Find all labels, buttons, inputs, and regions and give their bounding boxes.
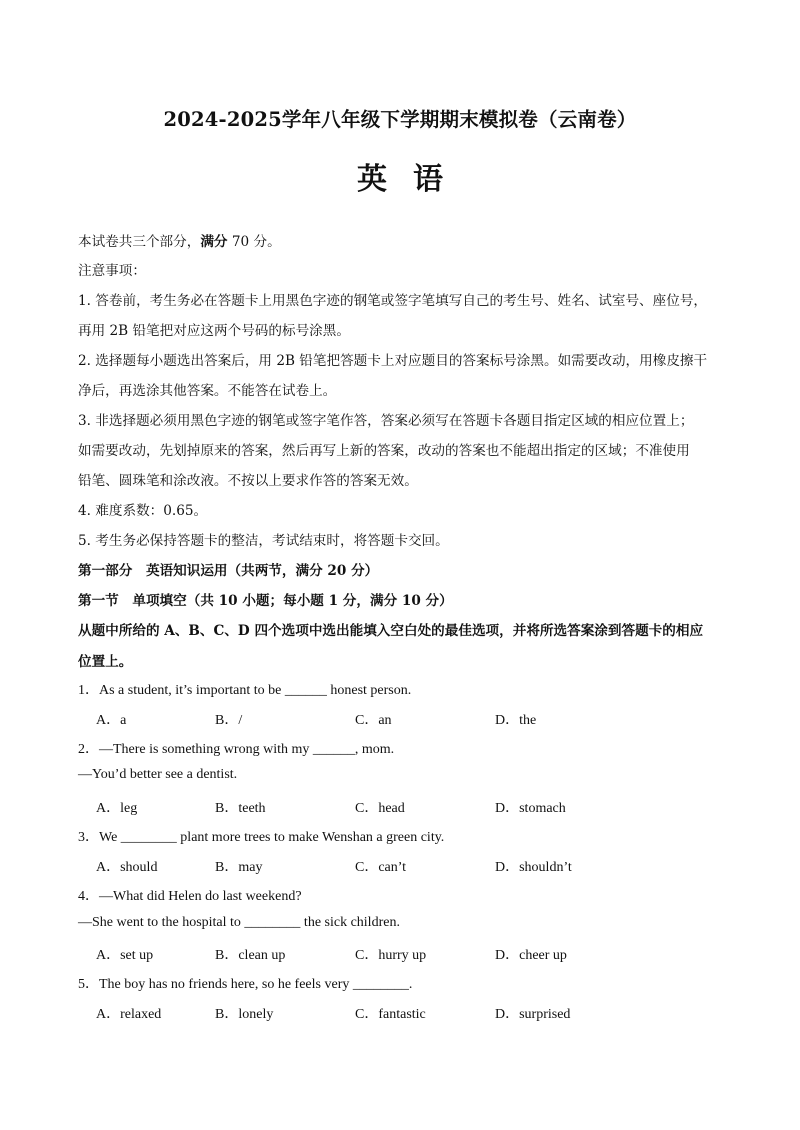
notice-line: 2. 选择题每小题选出答案后，用 2B 铅笔把答题卡上对应题目的答案标号涂黑。如需要改动，用橡皮擦干 (78, 353, 708, 369)
option-c: C．hurry up (355, 948, 427, 963)
option-a: A．should (96, 860, 158, 875)
exam-title: 2024-2025学年八年级下学期期末模拟卷（云南卷） (163, 108, 637, 131)
paper-info-text: 本试卷共三个部分， (78, 234, 201, 250)
option-b: B．/ (215, 713, 243, 728)
notice-line: 3. 非选择题必须用黑色字迹的钢笔或签字笔作答，答案必须写在答题卡各题目指定区域的相应位置上； (78, 413, 694, 429)
question-stem: 2．—There is something wrong with my ______, mom. (78, 742, 395, 757)
option-a: A．relaxed (96, 1007, 162, 1022)
notice-line: 铅笔、圆珠笔和涂改液。不按以上要求作答的答案无效。 (78, 473, 418, 489)
option-d: D．shouldn’t (495, 860, 572, 875)
option-c: C．fantastic (355, 1007, 426, 1022)
section-heading: 第一节 单项填空（共 10 小题；每小题 1 分，满分 10 分） (78, 593, 453, 609)
option-d: D．cheer up (495, 948, 567, 963)
option-b: B．lonely (215, 1007, 274, 1022)
question-stem: 5．The boy has no friends here, so he feels very ________. (78, 977, 413, 992)
option-c: C．head (355, 801, 405, 816)
question-reply: —She went to the hospital to ________ the sick children. (78, 915, 400, 930)
question-stem: 1．As a student, it’s important to be ______ honest person. (78, 683, 412, 698)
subject-title: 英语 (357, 162, 469, 197)
notice-line: 1. 答卷前，考生务必在答题卡上用黑色字迹的钢笔或签字笔填写自己的考生号、姓名、试室号、座位号， (78, 293, 708, 309)
notice-line: 4. 难度系数：0.65。 (78, 503, 208, 519)
option-a: A．set up (96, 948, 154, 963)
full-score-value: 70 分。 (227, 234, 281, 250)
part-heading: 第一部分 英语知识运用（共两节，满分 20 分） (78, 563, 379, 579)
question-reply: —You’d better see a dentist. (78, 767, 238, 782)
option-d: D．surprised (495, 1007, 571, 1022)
notice-line: 5. 考生务必保持答题卡的整洁，考试结束时，将答题卡交回。 (78, 533, 449, 549)
option-b: B．may (215, 860, 263, 875)
question-stem: 4．—What did Helen do last weekend? (78, 889, 302, 904)
paper-info (78, 230, 281, 250)
section-instruction: 位置上。 (78, 654, 133, 670)
option-a: A．leg (96, 801, 138, 816)
option-c: C．can’t (355, 860, 407, 875)
option-b: B．teeth (215, 801, 266, 816)
option-d: D．the (495, 713, 537, 728)
full-score-label: 满分 (200, 234, 228, 250)
notice-heading: 注意事项： (78, 263, 146, 279)
question-stem: 3．We ________ plant more trees to make Wenshan a green city. (78, 830, 445, 845)
option-d: D．stomach (495, 801, 566, 816)
option-a: A．a (96, 713, 127, 728)
option-b: B．clean up (215, 948, 286, 963)
option-c: C．an (355, 713, 392, 728)
notice-line: 再用 2B 铅笔把对应这两个号码的标号涂黑。 (78, 323, 350, 339)
section-instruction: 从题中所给的 A、B、C、D 四个选项中选出能填入空白处的最佳选项，并将所选答案涂到答题卡的相应 (78, 623, 704, 639)
notice-line: 如需要改动，先划掉原来的答案，然后再写上新的答案，改动的答案也不能超出指定的区域；不准使用 (78, 443, 690, 459)
notice-line: 净后，再选涂其他答案。不能答在试卷上。 (78, 383, 337, 399)
